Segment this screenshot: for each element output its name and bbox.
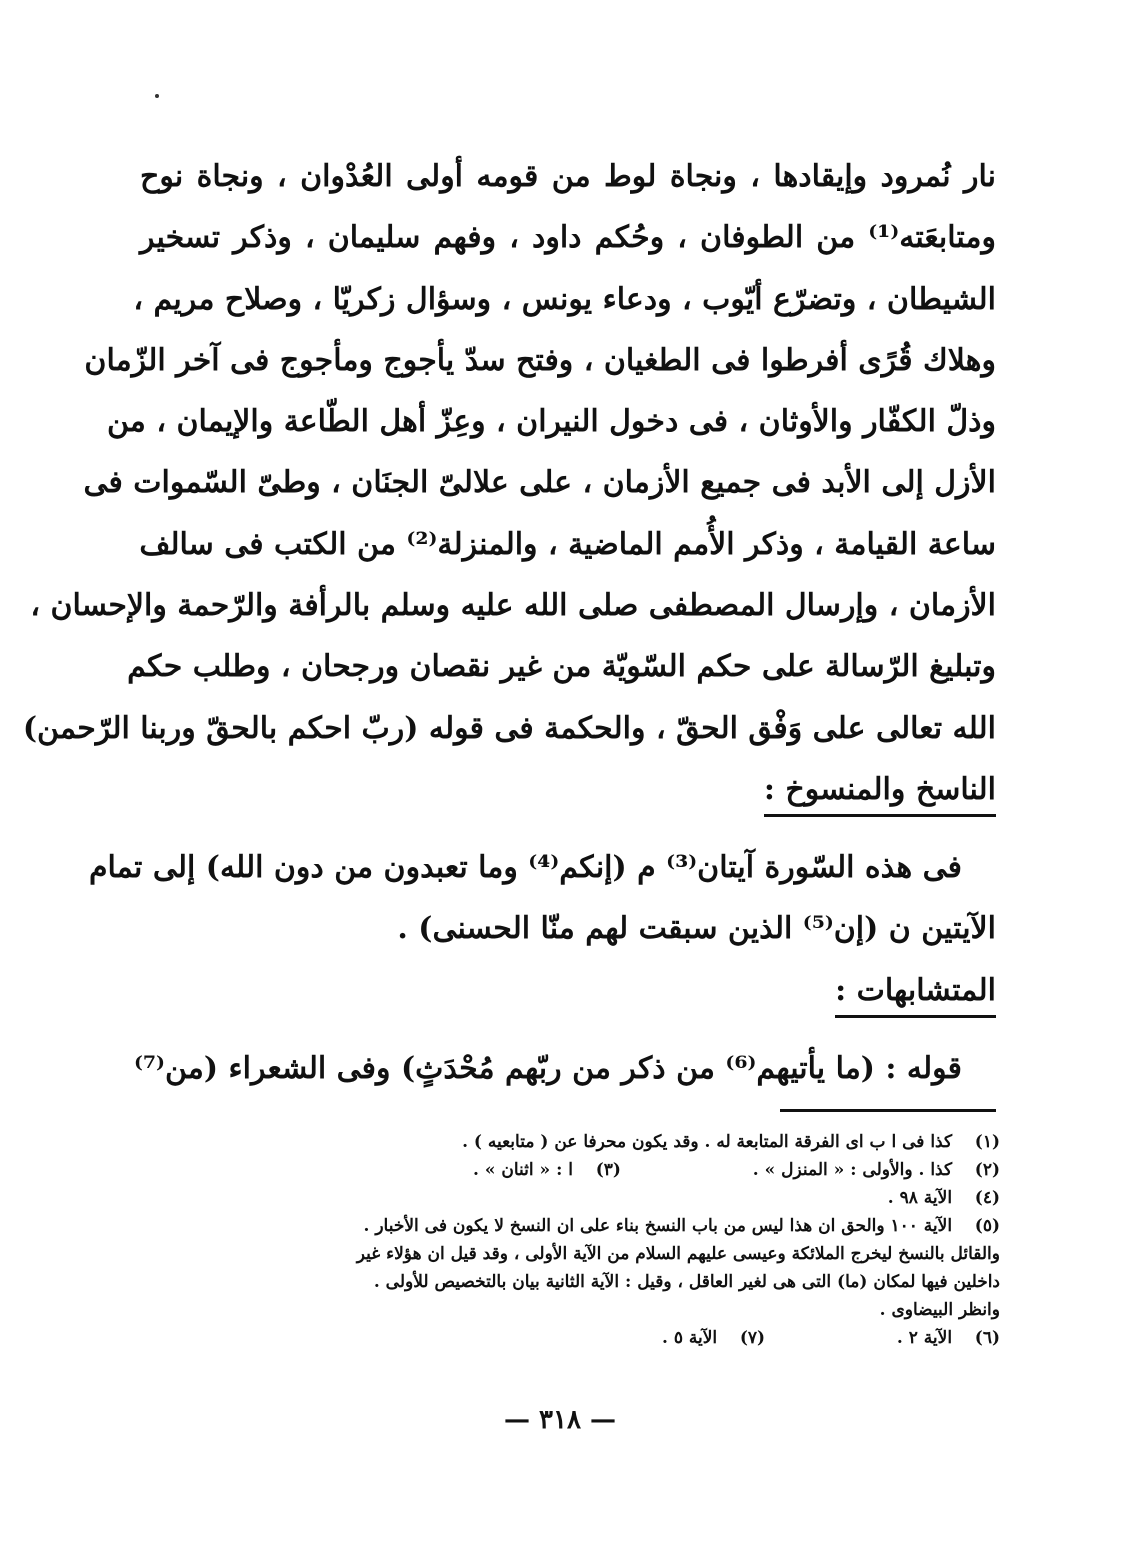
footnote-text: الآية ١٠٠ والحق ان هذا ليس من باب النسخ بناء على ان النسخ لا يكون فى الأخبار . <box>363 1216 953 1236</box>
text-line: وتبليغ الرّسالة على حكم السّويّة من غير نقصان ورجحان ، وطلب حكم <box>127 649 996 685</box>
footnote-text: الآية ٢ . <box>896 1328 953 1348</box>
footnote-number: (٤) <box>974 1188 1000 1208</box>
footnote-text: الآية ٥ . <box>661 1328 718 1348</box>
footnote-separator <box>780 1109 996 1112</box>
footnote-number: (٣) <box>595 1160 621 1180</box>
text-line: الآيتين ن (إن⁽⁵⁾ الذين سبقت لهم منّا الحسنى) . <box>397 911 996 947</box>
footnote-text: كذا فى ا ب اى الفرقة المتابعة له . وقد يكون محرفا عن ( متابعيه ) . <box>462 1132 953 1152</box>
footnote <box>120 1184 1000 1212</box>
footnote-continuation: داخلين فيها لمكان (ما) التى هى لغير العاقل ، وقيل : الآية الثانية بيان بالتخصيص للأولى . <box>373 1272 1000 1292</box>
text-line: وذلّ الكفّار والأوثان ، فى دخول النيران ، وعِزّ أهل الطّاعة والإيمان ، من <box>106 404 996 440</box>
footnote <box>120 1156 1000 1184</box>
text-line: الله تعالى على وَفْق الحقّ ، والحكمة فى قوله (ربّ احكم بالحقّ وربنا الرّحمن) <box>22 710 996 746</box>
footnote-number: (٢) <box>974 1160 1000 1180</box>
footnote-continuation: والقائل بالنسخ ليخرج الملائكة وعيسى عليهم السلام من الآية الأولى ، وقد قيل ان هؤلاء غير <box>356 1244 1000 1264</box>
section-heading-abrogation: الناسخ والمنسوخ : <box>764 768 996 817</box>
section-heading-row <box>140 960 996 1026</box>
section-heading-similar: المتشابهات : <box>835 969 996 1018</box>
text-line: وهلاك قُرًى أفرطوا فى الطغيان ، وفتح سدّ يأجوج ومأجوج فى آخر الزّمان <box>84 342 996 378</box>
text-line: الشيطان ، وتضرّع أيّوب ، ودعاء يونس ، وسؤال زكريّا ، وصلاح مريم ، <box>133 281 996 317</box>
page-number: — ٣١٨ — <box>503 1405 617 1435</box>
footnote-number: (٥) <box>974 1216 1000 1236</box>
footnote-number: (٦) <box>974 1328 1000 1348</box>
footnote-text: ا : « اثنان » . <box>472 1160 573 1180</box>
footnote <box>120 1324 1000 1352</box>
text-line: نار نُمرود وإيقادها ، ونجاة لوط من قومه أولى العُدْوان ، ونجاة نوح <box>140 159 996 194</box>
footnote <box>120 1128 1000 1156</box>
text-line: قوله : (ما يأتيهم⁽⁶⁾ من ذكر من ربّهم مُحْدَثٍ) وفى الشعراء (من⁽⁷⁾ <box>133 1050 962 1086</box>
footnote-text: كذا . والأولى : « المنزل » . <box>752 1160 953 1180</box>
text-line: فى هذه السّورة آيتان⁽³⁾ م (إنكم⁽⁴⁾ وما تعبدون من دون الله) إلى تمام <box>88 849 962 885</box>
text-line: الأزل إلى الأبد فى جميع الأزمان ، على علالىّ الجنَان ، وطىّ السّموات فى <box>83 465 996 501</box>
scan-speck <box>155 94 159 98</box>
footnote-text: الآية ٩٨ . <box>887 1188 953 1208</box>
footnotes <box>120 1128 1000 1352</box>
text-line: ساعة القيامة ، وذكر الأُمم الماضية ، والمنزلة⁽²⁾ من الكتب فى سالف <box>139 526 996 562</box>
text-line: ومتابعَته⁽¹⁾ من الطوفان ، وحُكم داود ، وفهم سليمان ، وذكر تسخير <box>140 220 996 256</box>
main-text <box>22 146 996 1099</box>
footnote-continuation: وانظر البيضاوى . <box>879 1300 1000 1320</box>
footnote-number: (٧) <box>739 1328 766 1348</box>
footnote-number: (١) <box>974 1132 1000 1152</box>
text-line: الأزمان ، وإرسال المصطفى صلى الله عليه وسلم بالرأفة والرّحمة والإحسان ، <box>30 588 996 624</box>
footnote <box>120 1212 1000 1240</box>
section-heading-row <box>140 759 996 825</box>
